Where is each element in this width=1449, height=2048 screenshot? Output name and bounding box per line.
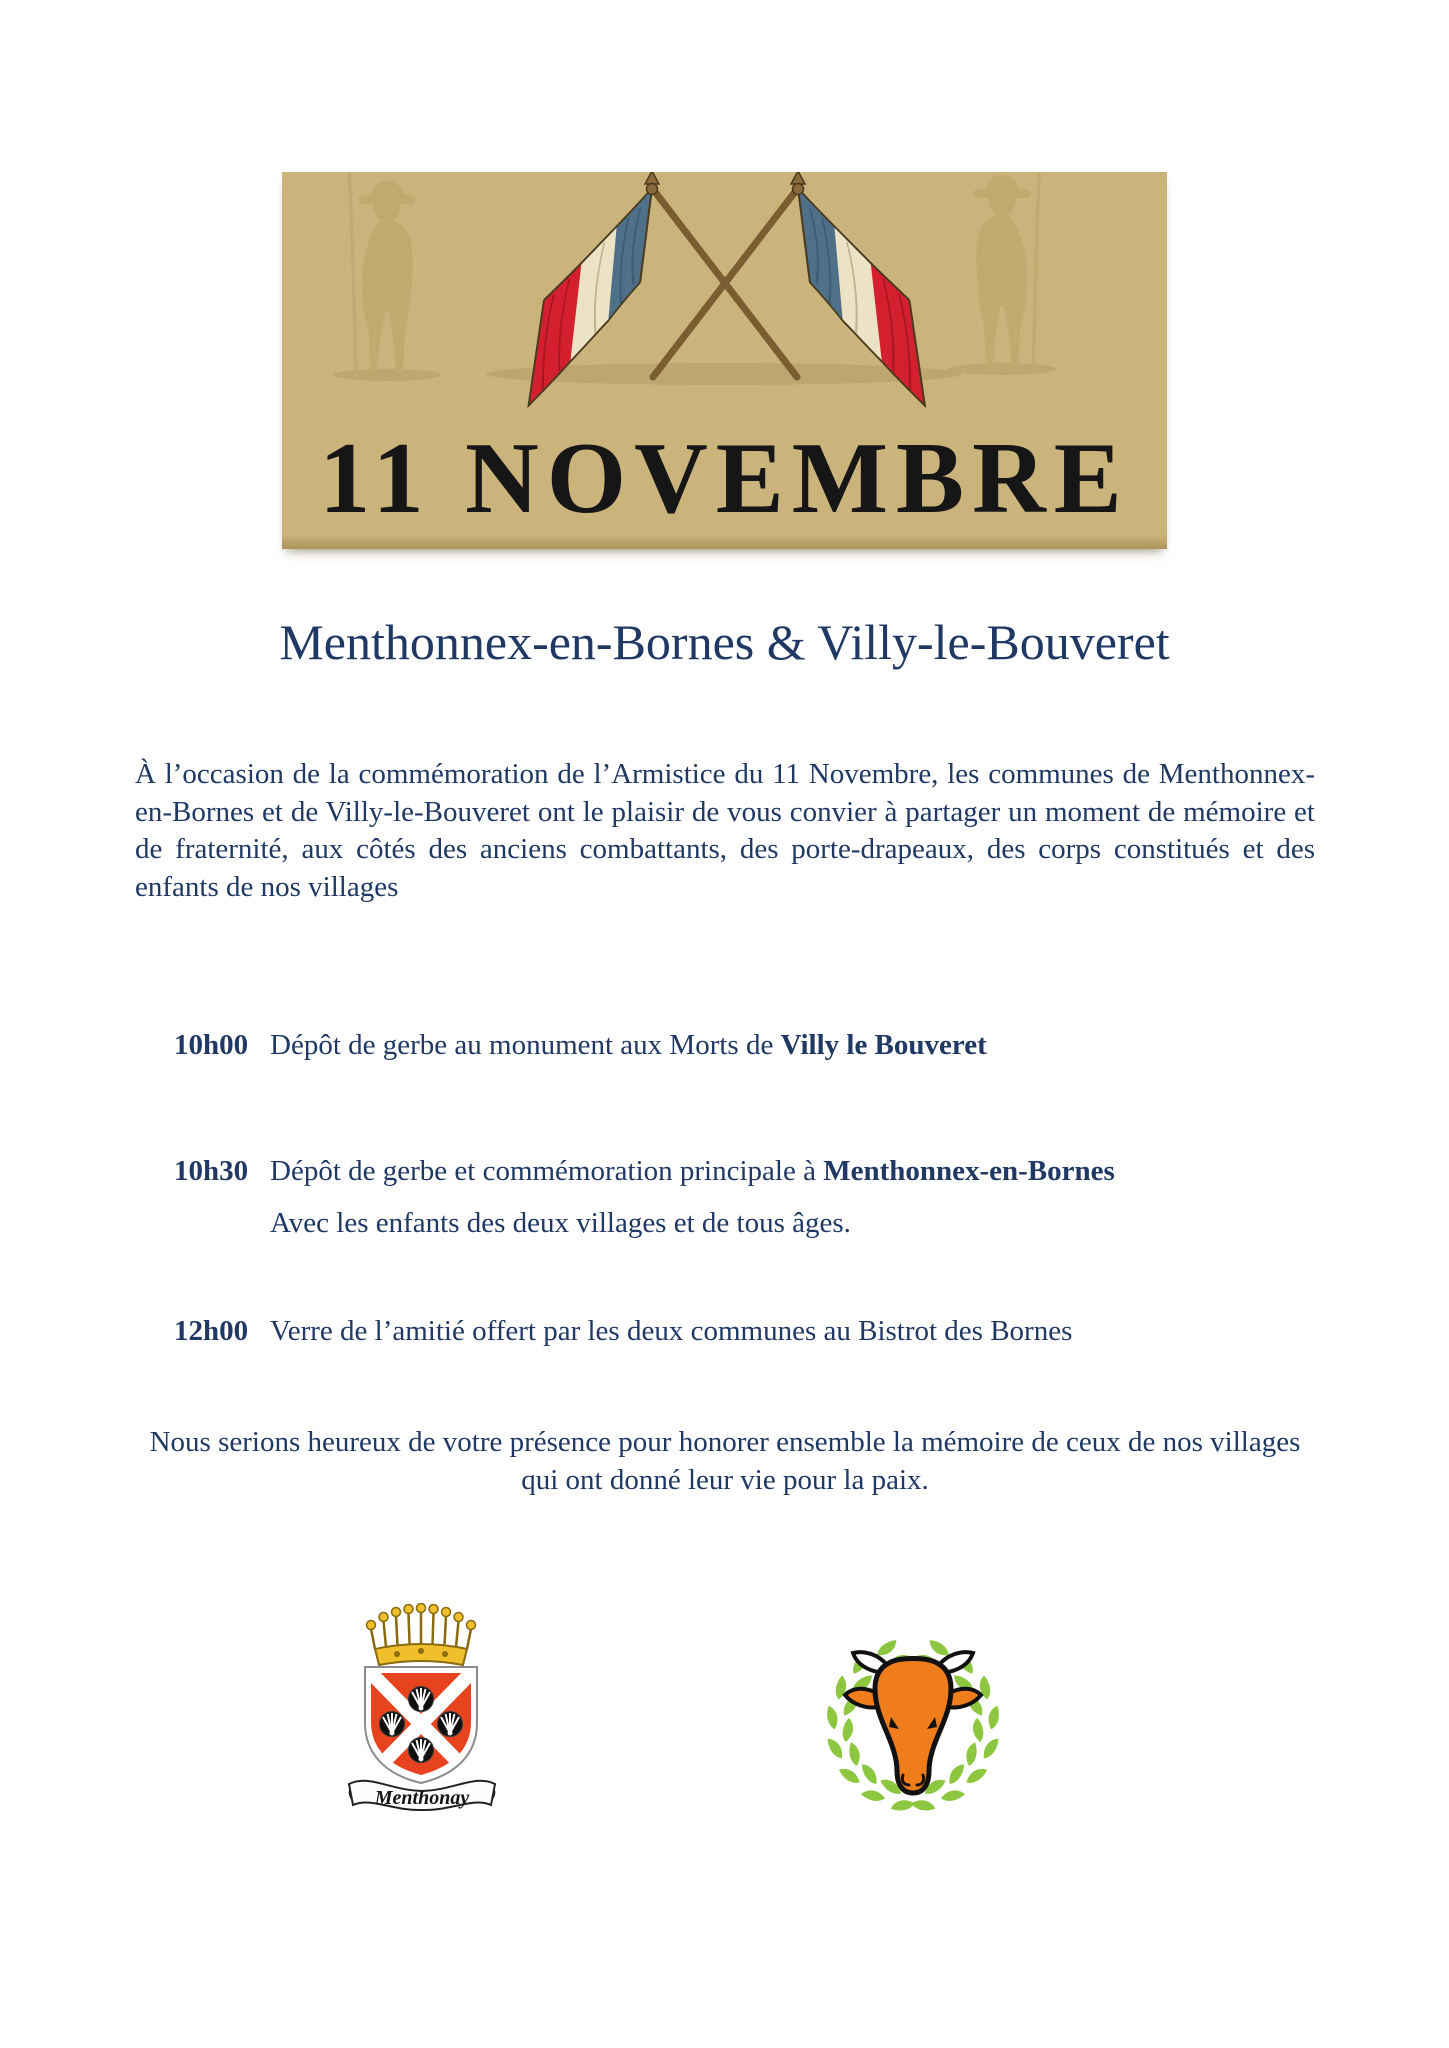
schedule-text: Verre de l’amitié offert par les deux communes au Bistrot des Bornes bbox=[270, 1315, 1073, 1347]
crown-icon bbox=[367, 1604, 476, 1666]
schedule-text-bold: Menthonnex-en-Bornes bbox=[823, 1155, 1115, 1187]
schedule-row bbox=[174, 1026, 987, 1064]
intro-paragraph: À l’occasion de la commémoration de l’Armistice du 11 Novembre, les communes de Menthonnex-en-Bornes et de Villy-le-Bouveret ont le plaisir de vous convier à partager un moment de mémoire et de fraternité, aux côtés des anciens combattants, des porte-drapeaux, des corps constitués et des enfants de nos villages bbox=[135, 758, 1315, 903]
cow-face bbox=[875, 1659, 951, 1794]
ribbon-scroll bbox=[349, 1781, 495, 1810]
time-label: 12h00 bbox=[174, 1315, 249, 1347]
time-label: 10h00 bbox=[174, 1029, 249, 1061]
scroll-text: Menthonay bbox=[374, 1787, 470, 1809]
scallop-shell-icon bbox=[438, 1712, 463, 1737]
pole-finial-icon bbox=[647, 184, 658, 195]
pole-spearhead-icon bbox=[645, 172, 805, 184]
scallop-shell-icon bbox=[409, 1738, 434, 1763]
villy-cow-emblem-logo bbox=[807, 1633, 1020, 1815]
time-label: 10h30 bbox=[174, 1155, 249, 1187]
schedule-note: Avec les enfants des deux villages et de tous âges. bbox=[270, 1207, 851, 1239]
banner-title: 11 NOVEMBRE bbox=[319, 422, 1130, 535]
schedule-text: Dépôt de gerbe et commémoration principale à bbox=[270, 1155, 824, 1187]
schedule-row bbox=[174, 1312, 1072, 1350]
scallop-shell-icon bbox=[409, 1687, 434, 1712]
armistice-banner-image bbox=[282, 172, 1167, 549]
closing-paragraph: Nous serions heureux de votre présence pour honorer ensemble la mémoire de ceux de nos villages qui ont donné leur vie pour la paix. bbox=[149, 1426, 1301, 1496]
schedule-text: Dépôt de gerbe au monument aux Morts de bbox=[270, 1029, 781, 1061]
schedule-row bbox=[174, 1152, 1115, 1190]
shield-icon bbox=[365, 1667, 477, 1783]
menthonnex-coat-of-arms-logo bbox=[345, 1603, 500, 1821]
schedule-text-bold: Villy le Bouveret bbox=[780, 1029, 987, 1061]
right-soldier-silhouette bbox=[948, 172, 1056, 375]
left-soldier-silhouette bbox=[333, 172, 441, 381]
page-title: Menthonnex-en-Bornes & Villy-le-Bouveret bbox=[279, 614, 1170, 670]
scallop-shell-icon bbox=[380, 1712, 405, 1737]
pole-finial-icon bbox=[793, 184, 804, 195]
